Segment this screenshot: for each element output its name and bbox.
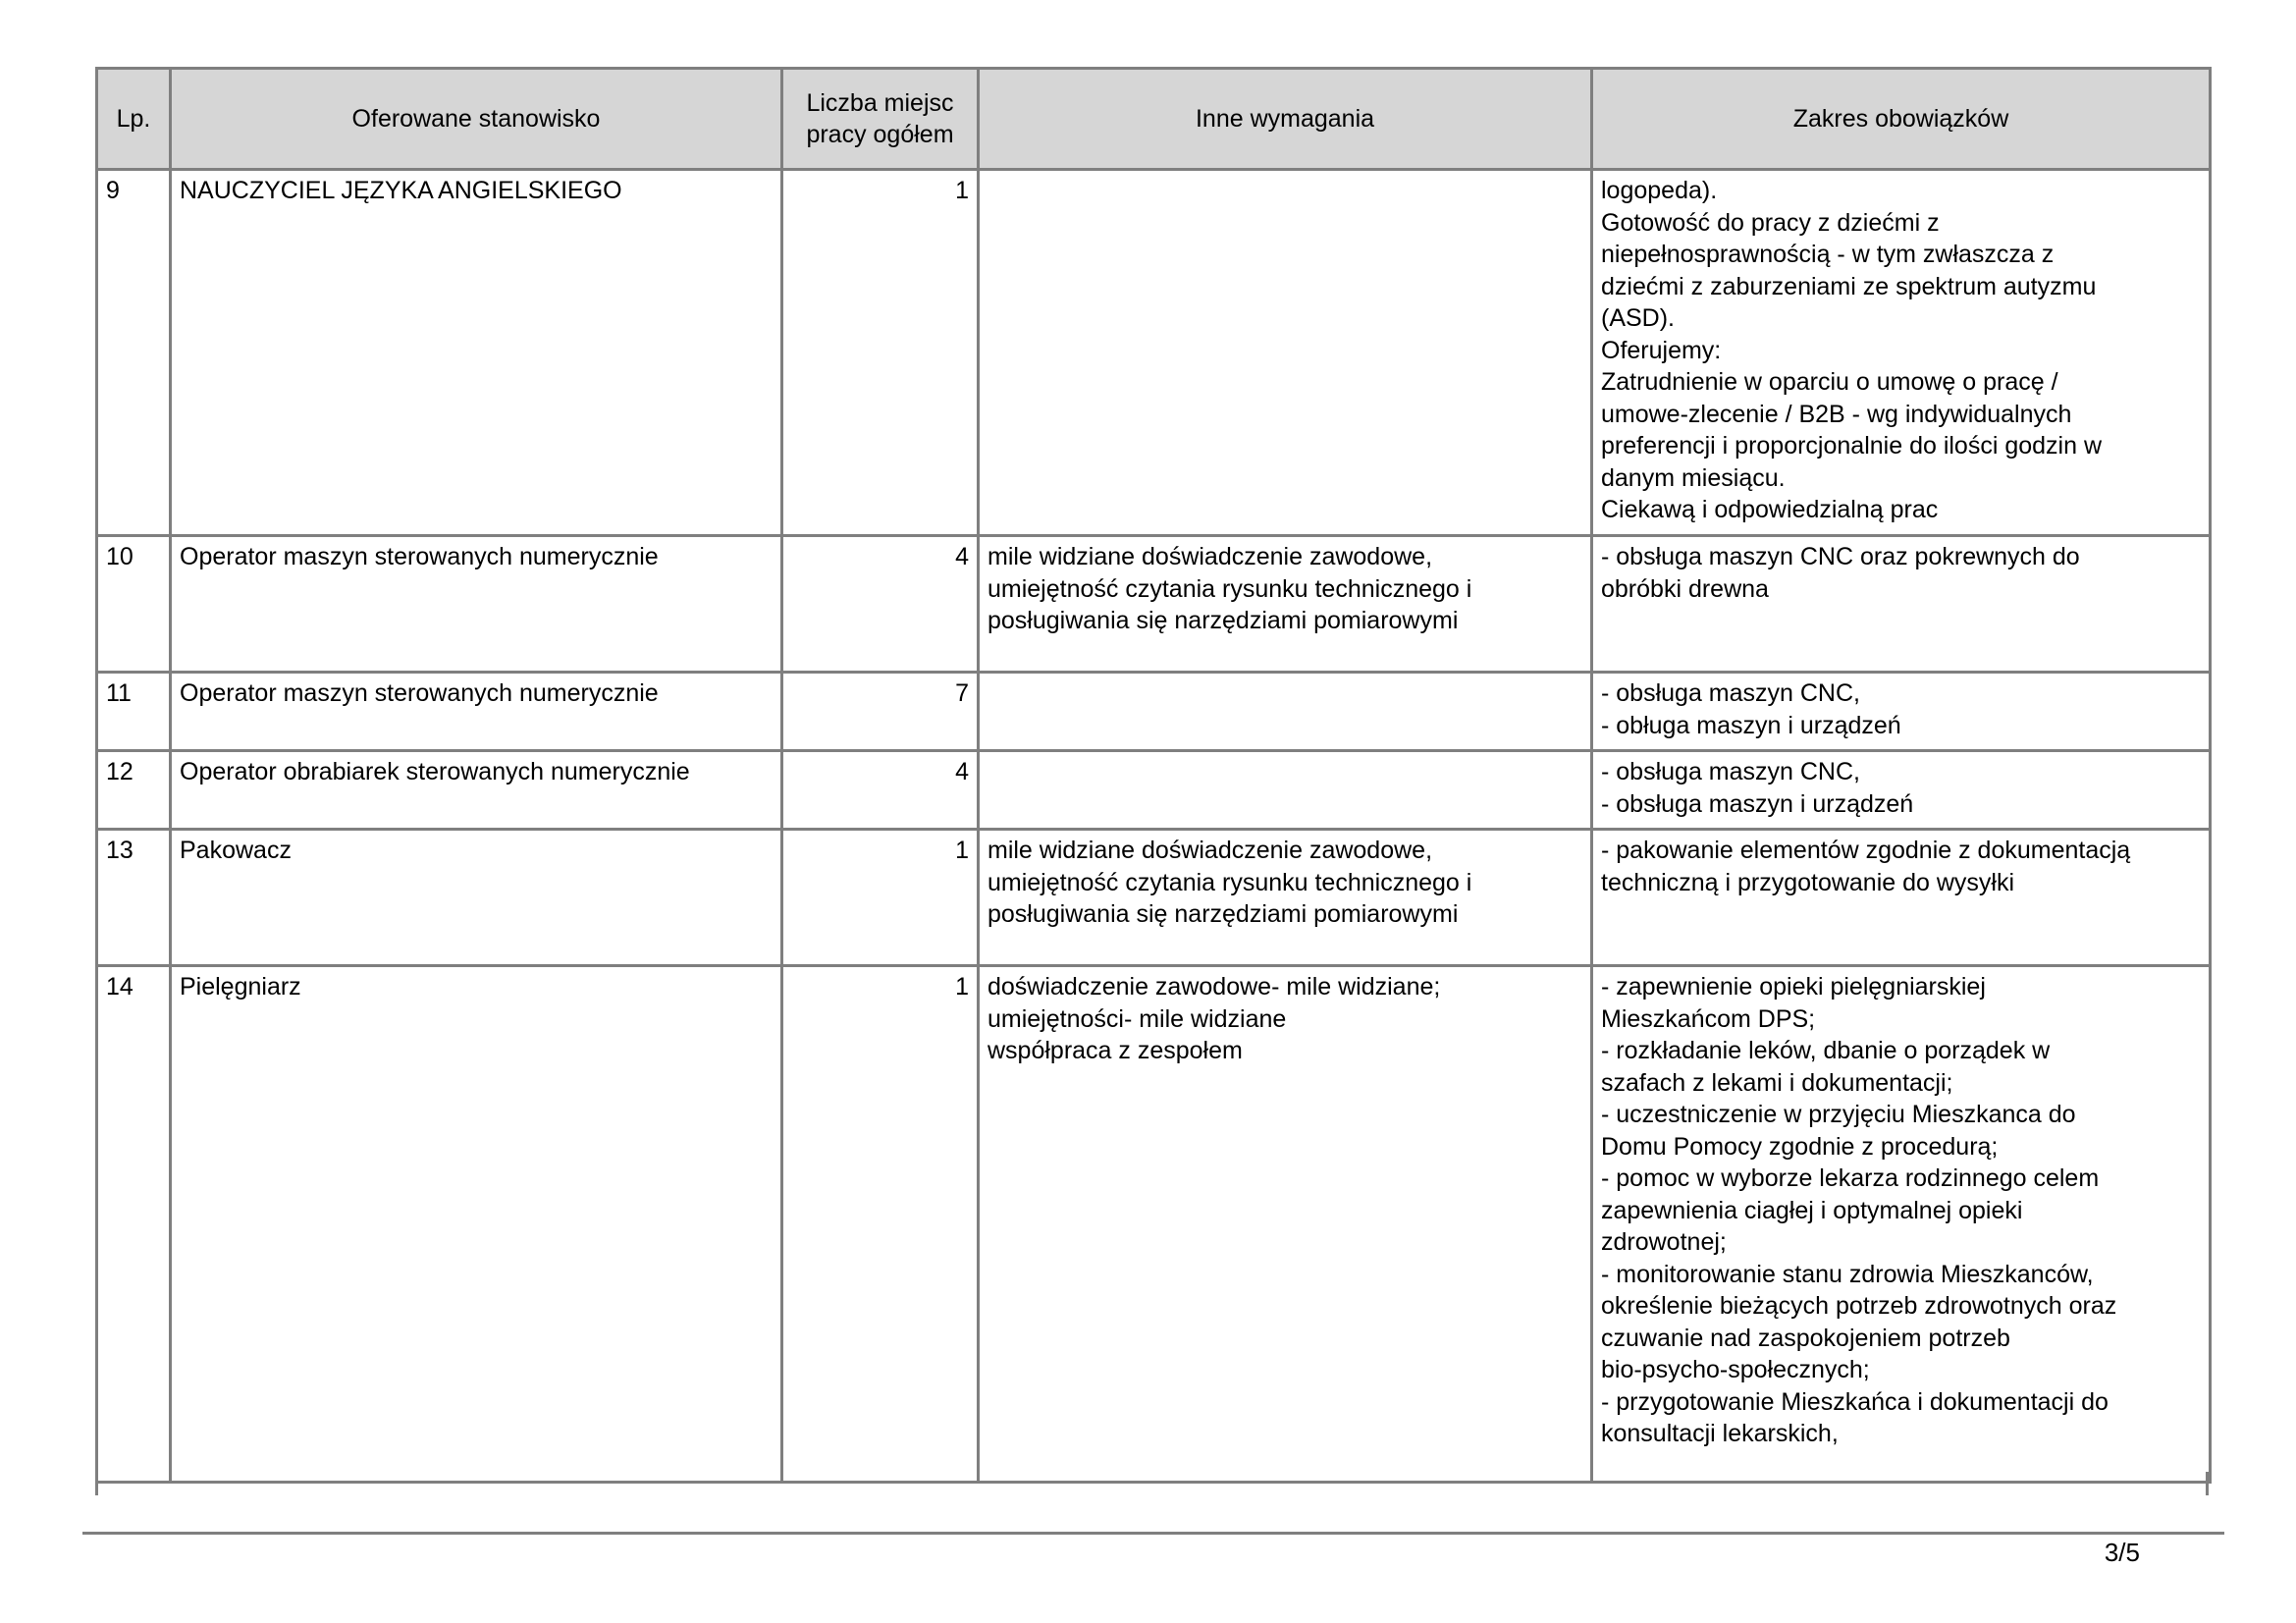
job-offers-table-wrapper	[95, 67, 2209, 1484]
duties-line: szafach z lekami i dokumentacji;	[1601, 1068, 1953, 1097]
duties-line: określenie bieżących potrzeb zdrowotnych oraz	[1601, 1292, 2117, 1320]
duties-line: - uczestniczenie w przyjęciu Mieszkanca do	[1601, 1101, 2076, 1128]
duties-line: Ciekawą i odpowiedzialną prac	[1601, 496, 1939, 523]
duties-line: Domu Pomocy zgodnie z procedurą;	[1601, 1132, 1999, 1161]
header-position: Oferowane stanowisko	[171, 69, 782, 170]
cell-lp: 13	[97, 830, 171, 966]
duties-line: - obsługa maszyn CNC oraz pokrewnych do	[1601, 543, 2080, 570]
cell-count: 4	[782, 536, 979, 673]
duties-line: Zatrudnienie w oparciu o umowę o pracę /	[1601, 368, 2058, 396]
cell-duties	[1592, 966, 2211, 1483]
table-row	[97, 536, 2211, 673]
requirements-line: umiejętność czytania rysunku technicznego i	[988, 574, 1472, 603]
duties-line: - zapewnienie opieki pielęgniarskiej	[1601, 973, 1986, 1001]
cell-count: 1	[782, 966, 979, 1483]
header-lp: Lp.	[97, 69, 171, 170]
duties-line: (ASD).	[1601, 304, 1675, 332]
duties-line: preferencji i proporcjonalnie do ilości godzin w	[1601, 432, 2102, 460]
duties-line: niepełnosprawnością - w tym zwłaszcza z	[1601, 241, 2055, 268]
duties-line: zapewnienia ciagłej i optymalnej opieki	[1601, 1196, 2023, 1224]
header-duties: Zakres obowiązków	[1592, 69, 2211, 170]
duties-line: logopeda).	[1601, 177, 1718, 204]
duties-line: konsultacji lekarskich,	[1601, 1420, 1839, 1447]
table-row	[97, 830, 2211, 966]
cell-requirements	[979, 536, 1592, 673]
duties-line: bio-psycho-społecznych;	[1601, 1356, 1870, 1383]
table-row	[97, 673, 2211, 751]
duties-line: obróbki drewna	[1601, 574, 1769, 603]
duties-line: - rozkładanie leków, dbanie o porządek w	[1601, 1037, 2051, 1064]
cell-count: 1	[782, 830, 979, 966]
cell-duties	[1592, 751, 2211, 830]
cell-requirements	[979, 751, 1592, 830]
duties-line: dziećmi z zaburzeniami ze spektrum autyzmu	[1601, 272, 2097, 300]
duties-line: - obsługa maszyn i urządzeń	[1601, 789, 1914, 818]
cell-count: 1	[782, 170, 979, 536]
job-offers-table	[95, 67, 2212, 1484]
duties-line: Gotowość do pracy z dziećmi z	[1601, 208, 1940, 237]
cell-position: NAUCZYCIEL JĘZYKA ANGIELSKIEGO	[171, 170, 782, 536]
cell-duties	[1592, 673, 2211, 751]
requirements-line: posługiwania się narzędziami pomiarowymi	[988, 607, 1459, 634]
table-row	[97, 170, 2211, 536]
header-count	[782, 69, 979, 170]
table-row	[97, 966, 2211, 1483]
duties-line: - przygotowanie Mieszkańca i dokumentacji do	[1601, 1387, 2109, 1416]
table-row	[97, 751, 2211, 830]
duties-line: - obsługa maszyn CNC,	[1601, 758, 1860, 785]
requirements-line: umiejętności- mile widziane	[988, 1004, 1287, 1033]
duties-line: umowe-zlecenie / B2B - wg indywidualnych	[1601, 400, 2072, 428]
cell-duties	[1592, 830, 2211, 966]
duties-line: - pomoc w wyborze lekarza rodzinnego celem	[1601, 1164, 2100, 1192]
cell-requirements	[979, 673, 1592, 751]
cell-lp: 9	[97, 170, 171, 536]
cell-lp: 12	[97, 751, 171, 830]
cell-position: Pakowacz	[171, 830, 782, 966]
header-row	[97, 69, 2211, 170]
cell-lp: 14	[97, 966, 171, 1483]
requirements-line: współpraca z zespołem	[988, 1037, 1243, 1064]
cell-count: 7	[782, 673, 979, 751]
requirements-line: doświadczenie zawodowe- mile widziane;	[988, 973, 1441, 1001]
cell-lp: 11	[97, 673, 171, 751]
table-header	[97, 69, 2211, 170]
duties-line: - pakowanie elementów zgodnie z dokumentacją	[1601, 837, 2131, 864]
table-continuation	[95, 1472, 2209, 1495]
duties-line: - monitorowanie stanu zdrowia Mieszkanców,	[1601, 1260, 2094, 1288]
header-requirements: Inne wymagania	[979, 69, 1592, 170]
cell-position: Pielęgniarz	[171, 966, 782, 1483]
cell-count: 4	[782, 751, 979, 830]
cell-duties	[1592, 170, 2211, 536]
header-count-line1: Liczba miejsc	[806, 88, 954, 117]
duties-line: Mieszkańcom DPS;	[1601, 1004, 1816, 1033]
requirements-line: umiejętność czytania rysunku technicznego i	[988, 868, 1472, 896]
duties-line: czuwanie nad zaspokojeniem potrzeb	[1601, 1324, 2010, 1352]
footer-divider	[82, 1532, 2224, 1535]
requirements-line: posługiwania się narzędziami pomiarowymi	[988, 900, 1459, 928]
cell-position: Operator maszyn sterowanych numerycznie	[171, 673, 782, 751]
cell-position: Operator maszyn sterowanych numerycznie	[171, 536, 782, 673]
duties-line: - obługa maszyn i urządzeń	[1601, 711, 1901, 739]
table-body	[97, 170, 2211, 1483]
duties-line: - obsługa maszyn CNC,	[1601, 679, 1860, 707]
page-number: 3/5	[2104, 1538, 2140, 1567]
header-count-line2: pracy ogółem	[806, 121, 954, 148]
cell-duties	[1592, 536, 2211, 673]
duties-line: danym miesiącu.	[1601, 463, 1786, 492]
requirements-line: mile widziane doświadczenie zawodowe,	[988, 543, 1433, 570]
cell-requirements	[979, 830, 1592, 966]
duties-line: zdrowotnej;	[1601, 1228, 1727, 1256]
cell-requirements	[979, 966, 1592, 1483]
cell-position: Operator obrabiarek sterowanych numerycznie	[171, 751, 782, 830]
requirements-line: mile widziane doświadczenie zawodowe,	[988, 837, 1433, 864]
cell-lp: 10	[97, 536, 171, 673]
duties-line: Oferujemy:	[1601, 336, 1722, 364]
duties-line: techniczną i przygotowanie do wysyłki	[1601, 868, 2015, 896]
cell-requirements	[979, 170, 1592, 536]
